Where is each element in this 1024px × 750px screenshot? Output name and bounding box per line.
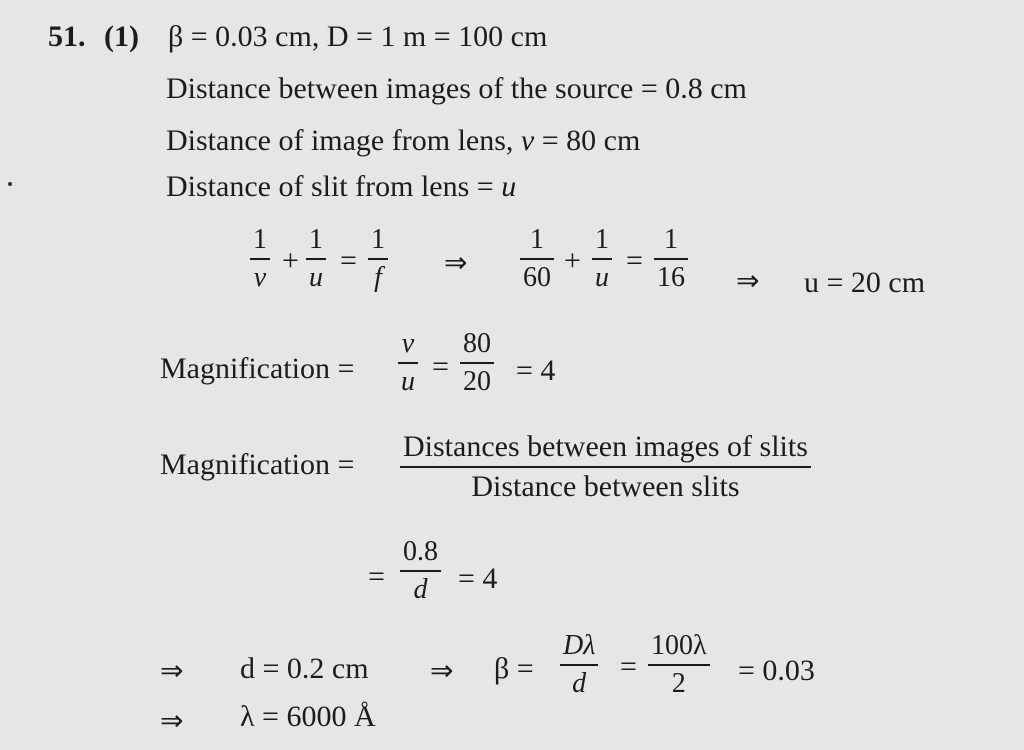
fraction-1-over-v (250, 226, 270, 292)
fraction-numerator: 80 (463, 328, 491, 359)
answer-option: (1) (104, 20, 139, 53)
fraction-distances-ratio (400, 432, 811, 502)
fraction-v-over-u (398, 330, 418, 396)
fraction-1-over-u (306, 226, 326, 292)
lambda-result: λ = 6000 Å (240, 700, 376, 733)
fraction-0.8-over-d (400, 538, 441, 604)
equals-sign: = (340, 244, 357, 277)
fraction-numerator: Distances between images of slits (403, 430, 808, 463)
fraction-denominator: 16 (657, 262, 685, 293)
plus-sign: + (564, 244, 581, 277)
magnification-result-2: = 4 (458, 562, 498, 595)
fraction-denominator: f (374, 262, 382, 293)
fraction-numerator: 1 (664, 224, 678, 255)
speck-mark (8, 182, 12, 186)
line-image-distance: Distance between images of the source = 0.8 cm (166, 72, 747, 105)
magnification-label-2: Magnification = (160, 448, 355, 481)
fraction-numerator: 1 (253, 224, 267, 255)
var-v: v (520, 124, 535, 157)
implies-arrow-icon: ⇒ (736, 264, 760, 297)
equals-sign: = (432, 350, 449, 383)
magnification-result: = 4 (516, 354, 556, 387)
implies-arrow-icon: ⇒ (444, 246, 468, 279)
fraction-denominator: 2 (671, 668, 686, 699)
implies-arrow-icon: ⇒ (160, 654, 184, 687)
fraction-denominator: d (572, 668, 587, 699)
fraction-100-lambda-over-2 (648, 632, 710, 698)
u-result (804, 266, 925, 300)
line-image-from-lens-value: = 80 cm (534, 124, 641, 157)
fraction-denominator: u (401, 366, 415, 397)
fraction-1-over-f (368, 226, 388, 292)
fraction-numerator: 100λ (651, 630, 707, 661)
question-number: 51. (48, 20, 86, 53)
var-u: u (501, 170, 517, 203)
plus-sign: + (282, 244, 299, 277)
fraction-denominator: u (309, 262, 323, 293)
fraction-numerator: 1 (595, 224, 609, 255)
fraction-denominator: d (413, 574, 428, 605)
equals-sign: = (620, 650, 637, 683)
implies-arrow-icon: ⇒ (160, 704, 184, 737)
fraction-numerator: 1 (309, 224, 323, 255)
fraction-denominator: 60 (523, 262, 551, 293)
beta-label: β = (494, 652, 534, 685)
u-result-text: u = 20 cm (804, 266, 926, 299)
fraction-D-lambda-over-d (560, 632, 598, 698)
fraction-denominator: Distance between slits (471, 470, 740, 503)
fraction-1-over-16 (654, 226, 688, 292)
fraction-numerator: Dλ (563, 630, 596, 661)
magnification-label: Magnification = (160, 352, 355, 385)
implies-arrow-icon: ⇒ (430, 654, 454, 687)
fraction-1-over-60 (520, 226, 554, 292)
given-values: β = 0.03 cm, D = 1 m = 100 cm (168, 20, 548, 53)
line-image-from-lens (166, 124, 640, 158)
fraction-80-over-20 (460, 330, 494, 396)
fraction-denominator: 20 (463, 366, 491, 397)
d-result: d = 0.2 cm (240, 652, 369, 685)
fraction-numerator: v (401, 328, 415, 359)
fraction-numerator: 1 (530, 224, 544, 255)
equals-sign: = (626, 244, 643, 277)
fraction-1-over-u-2 (592, 226, 612, 292)
fraction-denominator: u (595, 262, 609, 293)
line-slit-from-lens-text: Distance of slit from lens = (166, 170, 502, 203)
beta-result: = 0.03 (738, 654, 815, 687)
fraction-numerator: 1 (371, 224, 385, 255)
line-image-from-lens-text: Distance of image from lens, (166, 124, 521, 157)
fraction-denominator: v (253, 262, 267, 293)
line-slit-from-lens (166, 170, 516, 204)
fraction-numerator: 0.8 (403, 536, 438, 567)
equals-sign: = (368, 560, 385, 593)
